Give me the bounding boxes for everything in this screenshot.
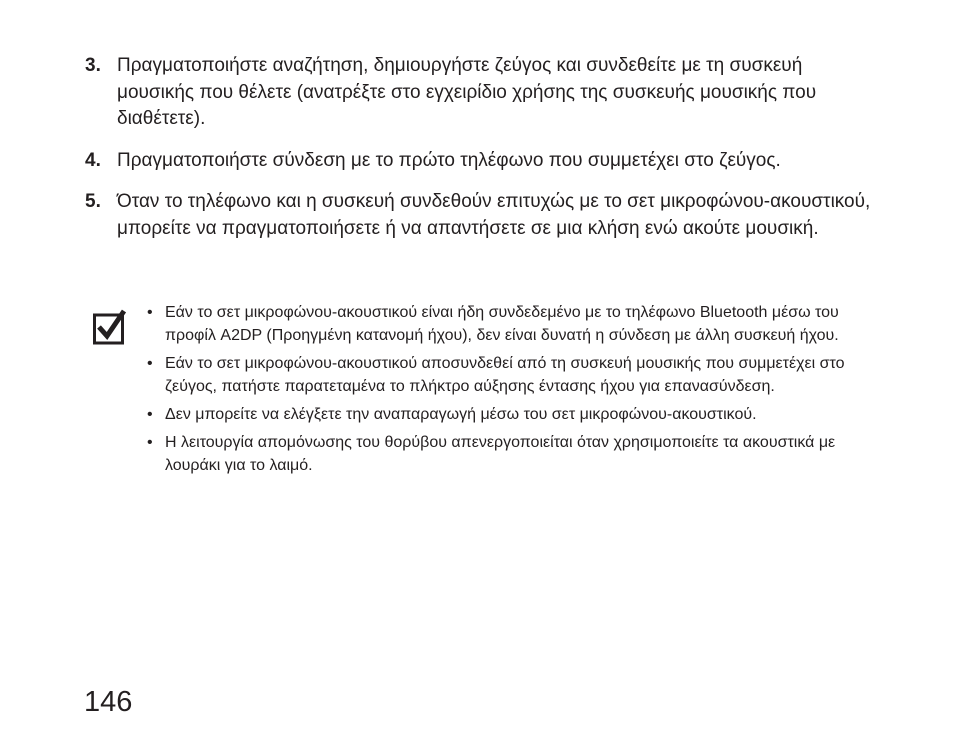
- note-item: [147, 431, 873, 477]
- step-number: 4.: [85, 149, 101, 171]
- step-number: 3.: [85, 55, 101, 76]
- note-text: Εάν το σετ μικροφώνου-ακουστικού αποσυνδεθεί από τη συσκευή μουσικής που συμμετέχει στο ζεύγος, πατήστε παρατεταμένα το πλήκτρο αύξησης έντασης ήχου για επανασύνδεση.: [165, 355, 845, 395]
- note-item: [147, 352, 873, 398]
- bullet: •: [147, 355, 153, 372]
- step-number: 5.: [85, 191, 101, 212]
- bullet: •: [147, 406, 153, 423]
- checkbox-check-icon: [93, 309, 129, 345]
- note-text: Εάν το σετ μικροφώνου-ακουστικού είναι ήδη συνδεδεμένο με το τηλέφωνο Bluetooth μέσω του προφίλ A2DP (Προηγμένη κατανομή ήχου), δεν είναι δυνατή η σύνδεση με άλλη συσκευή ήχου.: [165, 304, 839, 344]
- note-item: [147, 301, 873, 347]
- step-5: [85, 189, 875, 242]
- step-text: Όταν το τηλέφωνο και η συσκευή συνδεθούν επιτυχώς με το σετ μικροφώνου-ακουστικού, μπορείτε να πραγματοποιήσετε ή να απαντήσετε σε μια κλήση ενώ ακούτε μουσική.: [117, 191, 871, 239]
- step-3: [85, 53, 875, 133]
- page-number: 146: [84, 686, 133, 718]
- instruction-steps: [85, 53, 875, 257]
- note-list: [147, 301, 873, 482]
- note-block: [93, 301, 873, 482]
- bullet: •: [147, 434, 153, 451]
- step-text: Πραγματοποιήστε αναζήτηση, δημιουργήστε ζεύγος και συνδεθείτε με τη συσκευή μουσικής που θέλετε (ανατρέξτε στο εγχειρίδιο χρήσης της συσκευής μουσικής που διαθέτετε).: [117, 55, 817, 129]
- note-text: Δεν μπορείτε να ελέγξετε την αναπαραγωγή μέσω του σετ μικροφώνου-ακουστικού.: [165, 406, 757, 423]
- note-item: [147, 403, 873, 426]
- note-text: Η λειτουργία απομόνωσης του θορύβου απενεργοποιείται όταν χρησιμοποιείτε τα ακουστικά με λουράκι για το λαιμό.: [165, 434, 836, 474]
- step-4: [85, 148, 875, 175]
- bullet: •: [147, 304, 153, 321]
- step-text: Πραγματοποιήστε σύνδεση με το πρώτο τηλέφωνο που συμμετέχει στο ζεύγος.: [117, 149, 781, 171]
